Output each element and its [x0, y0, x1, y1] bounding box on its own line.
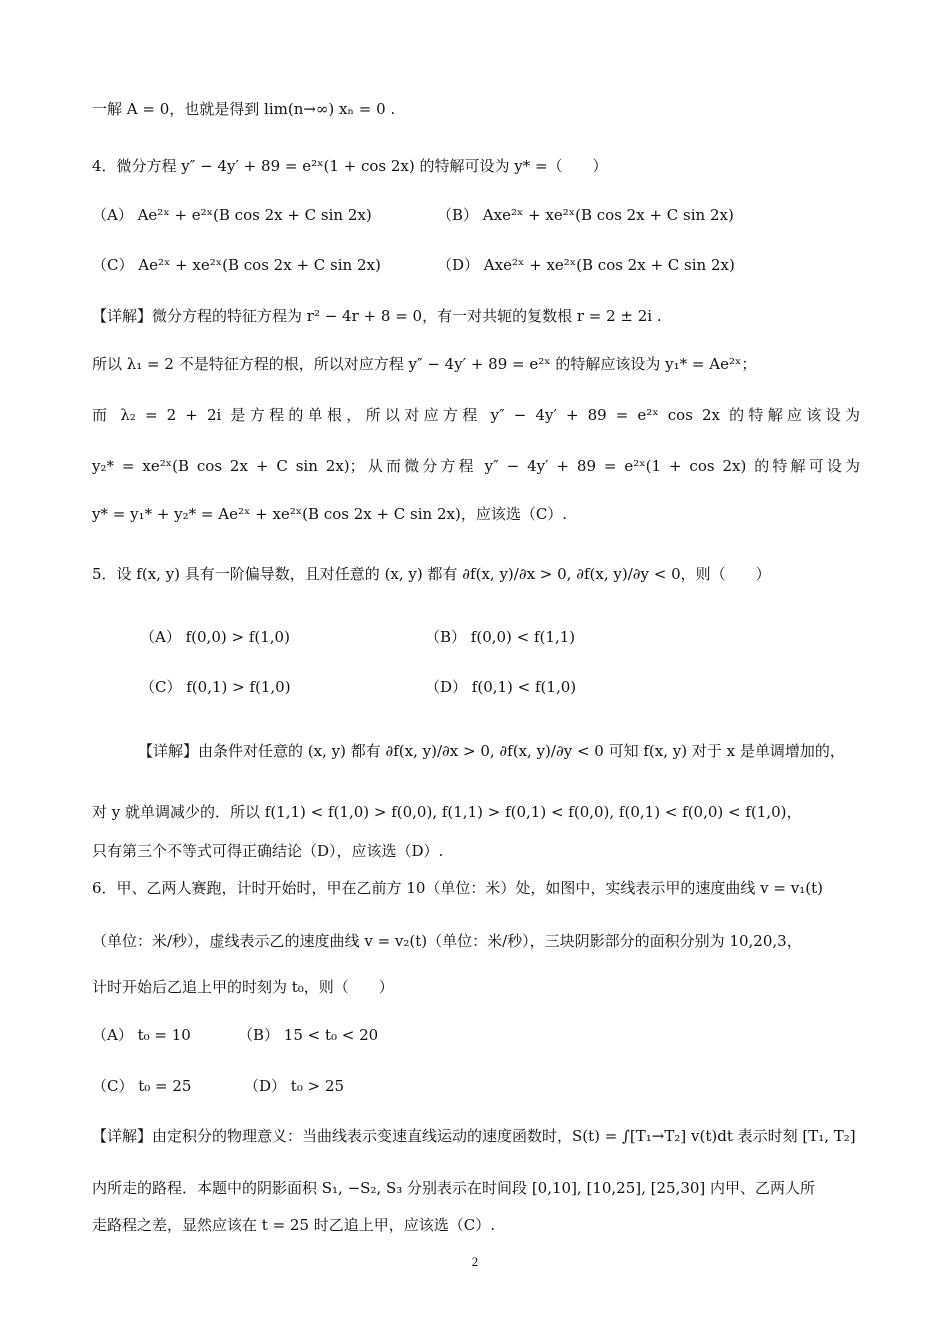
question-6-stem: 计时开始后乙追上甲的时刻为 t₀，则（ ）	[92, 978, 394, 996]
option-c: （C） Ae²ˣ + xe²ˣ(B cos 2x + C sin 2x)	[92, 256, 381, 274]
option-a: （A） t₀ = 10	[92, 1026, 191, 1044]
option-c: （C） f(0,1) > f(1,0)	[140, 678, 291, 696]
question-5-stem: 5．设 f(x, y) 具有一阶偏导数，且对任意的 (x, y) 都有 ∂f(x, y)/∂x > 0, ∂f(x, y)/∂y < 0，则（ ）	[92, 565, 771, 583]
option-a: （A） Ae²ˣ + e²ˣ(B cos 2x + C sin 2x)	[92, 206, 372, 224]
solution-line: 走路程之差，显然应该在 t = 25 时乙追上甲，应该选（C）.	[92, 1216, 496, 1234]
option-a: （A） f(0,0) > f(1,0)	[140, 628, 290, 646]
solution-line: y* = y₁* + y₂* = Ae²ˣ + xe²ˣ(B cos 2x + C sin 2x)，应该选（C）.	[92, 505, 568, 523]
option-b: （B） Axe²ˣ + xe²ˣ(B cos 2x + C sin 2x)	[437, 206, 734, 224]
question-6-stem: 6．甲、乙两人赛跑，计时开始时，甲在乙前方 10（单位：米）处，如图中，实线表示甲的速度曲线 v = v₁(t)	[92, 879, 823, 897]
solution-line: 【详解】由定积分的物理意义：当曲线表示变速直线运动的速度函数时，S(t) = ∫[T₁→T₂] v(t)dt 表示时刻 [T₁, T₂]	[92, 1127, 856, 1145]
option-d: （D） f(0,1) < f(1,0)	[425, 678, 577, 696]
option-b: （B） f(0,0) < f(1,1)	[425, 628, 576, 646]
page-number: 2	[471, 1254, 479, 1269]
solution-line: y₂* = xe²ˣ(B cos 2x + C sin 2x)；从而微分方程 y″ − 4y′ + 89 = e²ˣ(1 + cos 2x) 的特解可设为	[92, 457, 860, 475]
solution-line: 【详解】微分方程的特征方程为 r² − 4r + 8 = 0，有一对共轭的复数根 r = 2 ± 2i .	[92, 307, 662, 325]
option-d: （D） Axe²ˣ + xe²ˣ(B cos 2x + C sin 2x)	[437, 256, 735, 274]
solution-line: 对 y 就单调减少的．所以 f(1,1) < f(1,0) > f(0,0), f(1,1) > f(0,1) < f(0,0), f(0,1) < f(0,0) < f(1,0)，	[92, 803, 802, 821]
solution-line: 只有第三个不等式可得正确结论（D），应该选（D）.	[92, 842, 444, 860]
text-line: 一解 A = 0，也就是得到 lim(n→∞) xₙ = 0 .	[92, 100, 396, 118]
option-c: （C） t₀ = 25	[92, 1077, 192, 1095]
question-4-stem: 4．微分方程 y″ − 4y′ + 89 = e²ˣ(1 + cos 2x) 的特解可设为 y* =（ ）	[92, 157, 608, 175]
solution-line: 所以 λ₁ = 2 不是特征方程的根，所以对应方程 y″ − 4y′ + 89 = e²ˣ 的特解应该设为 y₁* = Ae²ˣ；	[92, 355, 757, 373]
solution-line: 而 λ₂ = 2 + 2i 是方程的单根，所以对应方程 y″ − 4y′ + 89 = e²ˣ cos 2x 的特解应该设为	[92, 406, 860, 424]
question-6-stem: （单位：米/秒），虚线表示乙的速度曲线 v = v₂(t)（单位：米/秒），三块阴影部分的面积分别为 10,20,3，	[92, 932, 802, 950]
solution-line: 【详解】由条件对任意的 (x, y) 都有 ∂f(x, y)/∂x > 0, ∂f(x, y)/∂y < 0 可知 f(x, y) 对于 x 是单调增加的，	[138, 742, 845, 760]
option-b: （B） 15 < t₀ < 20	[238, 1026, 379, 1044]
solution-line: 内所走的路程．本题中的阴影面积 S₁, −S₂, S₃ 分别表示在时间段 [0,10], [10,25], [25,30] 内甲、乙两人所	[92, 1179, 816, 1197]
option-d: （D） t₀ > 25	[244, 1077, 345, 1095]
